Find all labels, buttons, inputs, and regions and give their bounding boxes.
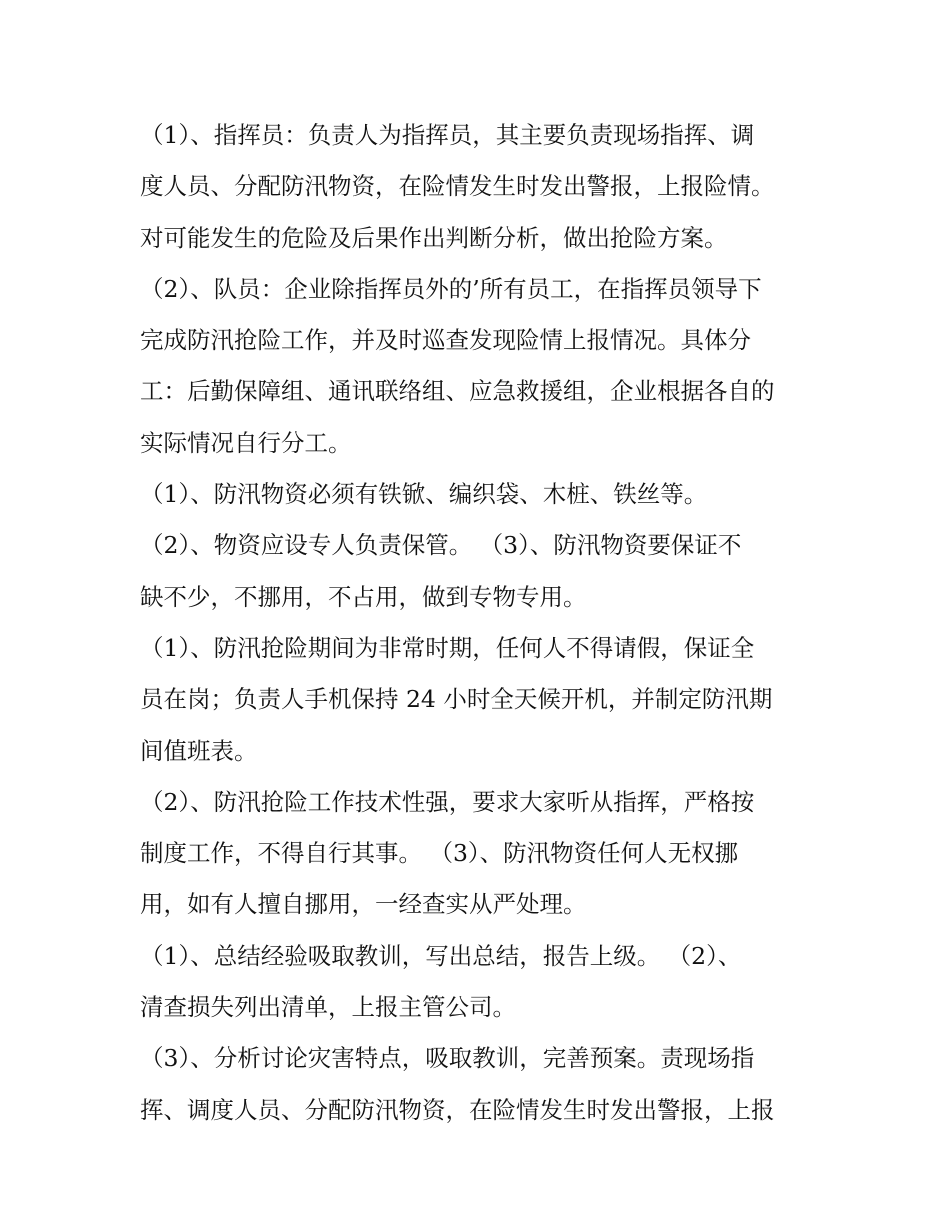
text-line: 实际情况自行分工。 bbox=[140, 428, 352, 457]
text-line: （1）、总结经验吸取教训，写出总结，报告上级。 （2）、 bbox=[140, 941, 742, 970]
text-line: 完成防汛抢险工作，并及时巡查发现险情上报情况。具体分 bbox=[140, 326, 751, 355]
text-line: （3）、分析讨论灾害特点，吸取教训，完善预案。责现场指 bbox=[140, 1044, 755, 1073]
text-line: （2）、防汛抢险工作技术性强，要求大家听从指挥，严格按 bbox=[140, 787, 755, 816]
text-line: （1）、防汛物资必须有铁锨、编织袋、木桩、铁丝等。 bbox=[140, 480, 708, 509]
text-line: 对可能发生的危险及后果作出判断分析，做出抢险方案。 bbox=[140, 223, 728, 252]
text-line: 员在岗；负责人手机保持 24 小时全天候开机，并制定防汛期 bbox=[140, 685, 773, 714]
text-line: 工：后勤保障组、通讯联络组、应急救援组，企业根据各自的 bbox=[140, 377, 775, 406]
text-line: （1）、防汛抢险期间为非常时期，任何人不得请假，保证全 bbox=[140, 633, 755, 662]
text-line: 度人员、分配防汛物资，在险情发生时发出警报，上报险情。 bbox=[140, 172, 775, 201]
text-line: （2）、物资应设专人负责保管。 （3）、防汛物资要保证不 bbox=[140, 531, 742, 560]
text-line: 缺不少，不挪用，不占用，做到专物专用。 bbox=[140, 582, 587, 611]
document-body bbox=[140, 110, 820, 1136]
text-line: （2）、队员：企业除指挥员外的’所有员工，在指挥员领导下 bbox=[140, 274, 762, 303]
text-line: 制度工作，不得自行其事。 （3）、防汛物资任何人无权挪 bbox=[140, 839, 739, 868]
text-line: 清查损失列出清单，上报主管公司。 bbox=[140, 993, 516, 1022]
text-line: 挥、调度人员、分配防汛物资，在险情发生时发出警报，上报 bbox=[140, 1095, 775, 1124]
text-line: 间值班表。 bbox=[140, 736, 258, 765]
text-line: （1）、指挥员：负责人为指挥员，其主要负责现场指挥、调 bbox=[140, 121, 755, 149]
text-line: 用，如有人擅自挪用，一经查实从严处理。 bbox=[140, 890, 587, 919]
